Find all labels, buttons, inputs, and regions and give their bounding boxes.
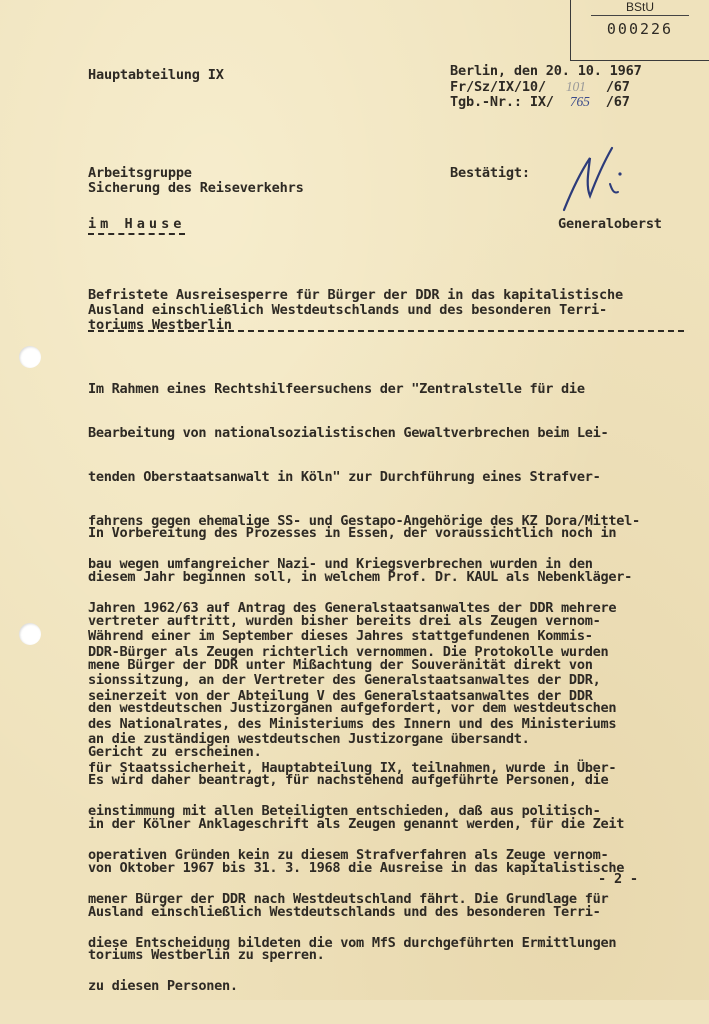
paragraph-line: in der Kölner Anklageschrift als Zeugen genannt werden, für die Zeit [88, 815, 625, 832]
paragraph-line: Es wird daher beantragt, für nachstehend aufgeführte Personen, die [88, 772, 609, 789]
tgb-suffix: /67 [605, 94, 630, 110]
paragraph-line: toriums Westberlin zu sperren. [88, 947, 325, 964]
paragraph-line: In Vorbereitung des Prozesses in Essen, der voraussichtlich noch in [88, 525, 617, 542]
stamp-divider [591, 15, 689, 16]
paragraph-line: Im Rahmen eines Rechtshilfeersuchens der "Zentralstelle für die [88, 381, 585, 398]
subject-underline [88, 330, 684, 332]
paragraph-line: einstimmung mit allen Beteiligten entschieden, daß aus politisch- [88, 803, 601, 820]
archive-stamp [570, 0, 709, 61]
paragraph-line: bau wegen umfangreicher Nazi- und Kriegsverbrechen wurden in den [88, 556, 593, 573]
approval-title: Generaloberst [558, 216, 662, 232]
recipient-line-2: Sicherung des Reiseverkehrs [88, 180, 304, 196]
paragraph-line: fahrens gegen ehemalige SS- und Gestapo-Angehörige des KZ Dora/Mittel- [88, 512, 640, 529]
approval-label: Bestätigt: [450, 165, 530, 181]
recipient-internal: im Hause [88, 216, 185, 235]
paragraph-line: den westdeutschen Justizorganen aufgefordert, vor dem westdeutschen [88, 700, 617, 717]
paragraph-line: von Oktober 1967 bis 31. 3. 1968 die Ausreise in das kapitalistische [88, 859, 625, 876]
stamp-title: BStU [625, 0, 654, 14]
paragraph-line: diese Entscheidung bildeten die vom MfS durchgeführten Ermittlungen [88, 934, 617, 951]
paragraph-line: des Nationalrates, des Ministeriums des Innern und des Ministeriums [88, 715, 617, 732]
reference-suffix: /67 [605, 79, 630, 95]
stamp-number: 000226 [606, 20, 674, 38]
subject-line-2: Ausland einschließlich Westdeutschlands und des besonderen Terri- [88, 302, 607, 318]
tgb-prefix: Tgb.-Nr.: IX/ [450, 94, 554, 110]
reference-prefix: Fr/Sz/IX/10/ [450, 79, 546, 95]
paragraph-line: Ausland einschließlich Westdeutschlands und des besonderen Terri- [88, 903, 601, 920]
recipient-line-1: Arbeitsgruppe [88, 165, 192, 181]
paragraph-line: DDR-Bürger als Zeugen richterlich vernommen. Die Protokolle wurden [88, 643, 609, 660]
paragraph-line: tenden Oberstaatsanwalt in Köln" zur Durchführung eines Strafver- [88, 468, 601, 485]
reference-line [450, 79, 630, 95]
handwritten-signature [560, 140, 630, 220]
paragraph-line: für Staatssicherheit, Hauptabteilung IX, teilnahmen, wurde in Über- [88, 759, 617, 776]
tgb-line [450, 94, 630, 110]
paragraph-line: mener Bürger der DDR nach Westdeutschland fährt. Die Grundlage für [88, 890, 609, 907]
place-date: Berlin, den 20. 10. 1967 [450, 63, 642, 79]
paragraph-line: Während einer im September dieses Jahres stattgefundenen Kommis- [88, 628, 593, 645]
paragraph-line: operativen Gründen kein zu diesem Strafverfahren als Zeuge vernom- [88, 847, 609, 864]
paragraph-line: Jahren 1962/63 auf Antrag des Generalstaatsanwaltes der DDR mehrere [88, 600, 617, 617]
tgb-handwritten-number: 765 [569, 94, 590, 109]
paragraph-line: vertreter auftritt, wurden bisher bereits drei als Zeugen vernom- [88, 612, 601, 629]
paragraph-line: Gericht zu erscheinen. [88, 744, 262, 761]
department-heading: Hauptabteilung IX [88, 67, 224, 83]
reference-handwritten-number: 101 [565, 79, 586, 94]
paragraph-line: diesem Jahr beginnen soll, in welchem Prof. Dr. KAUL als Nebenkläger- [88, 568, 633, 585]
punch-hole [19, 346, 41, 368]
paragraph-line: sionssitzung, an der Vertreter des Generalstaatsanwaltes der DDR, [88, 671, 601, 688]
paragraph-line: an die zuständigen westdeutschen Justizorgane übersandt. [88, 731, 530, 748]
punch-hole [19, 623, 41, 645]
paragraph-4 [88, 744, 688, 995]
paragraph-line: zu diesen Personen. [88, 978, 238, 995]
subject-line-3: toriums Westberlin [88, 317, 232, 333]
subject-line-1: Befristete Ausreisesperre für Bürger der DDR in das kapitalistische [88, 287, 623, 303]
paragraph-line: seinerzeit von der Abteilung V des Generalstaatsanwaltes der DDR [88, 687, 593, 704]
paragraph-line: mene Bürger der DDR unter Mißachtung der Souveränität direkt von [88, 656, 593, 673]
recipient-line-3 [88, 217, 185, 232]
paragraph-line: Bearbeitung von nationalsozialistischen Gewaltverbrechen beim Lei- [88, 424, 609, 441]
page-marker: - 2 - [598, 871, 638, 887]
